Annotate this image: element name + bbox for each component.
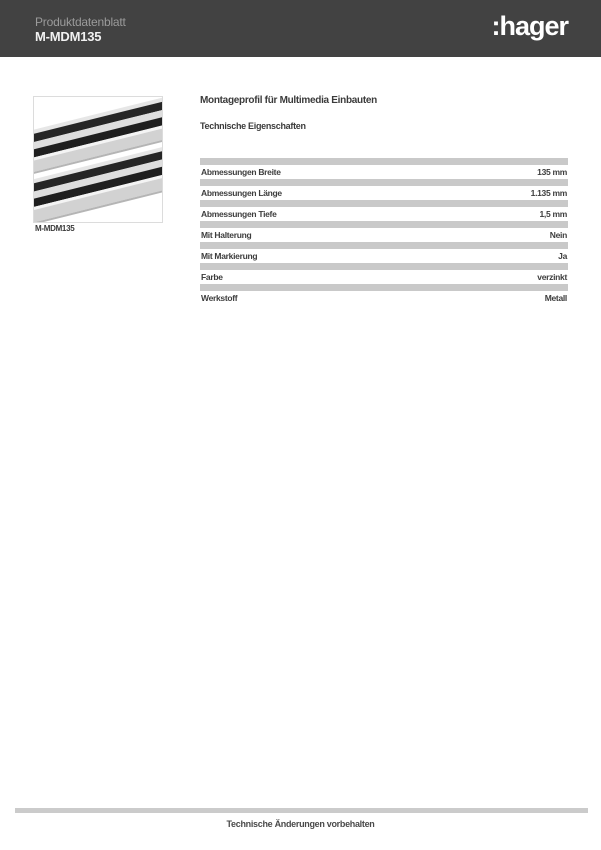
spec-label: Farbe [201,272,223,282]
document-type-label: Produktdatenblatt [35,15,126,29]
footer-note: Technische Änderungen vorbehalten [226,819,375,829]
product-title: Montageprofil für Multimedia Einbauten [200,95,377,106]
spec-value: Nein [549,230,567,240]
product-photo [33,96,163,223]
spec-label: Abmessungen Breite [201,167,281,177]
spec-row [200,252,568,260]
spec-label: Abmessungen Länge [201,188,282,198]
hager-logo: :hager [491,11,568,41]
spec-value: Metall [544,293,567,303]
spec-table [200,158,568,305]
spec-value: Ja [558,251,567,261]
spec-row-separator [200,242,568,249]
spec-row [200,168,568,176]
spec-label: Abmessungen Tiefe [201,209,277,219]
footer-divider [15,808,588,813]
spec-row [200,273,568,281]
spec-value: verzinkt [537,272,567,282]
spec-label: Mit Halterung [201,230,252,240]
spec-row-separator [200,158,568,165]
spec-label: Werkstoff [201,293,238,303]
product-photo-caption: M-MDM135 [35,224,75,233]
section-heading: Technische Eigenschaften [200,121,306,131]
spec-row [200,210,568,218]
spec-row [200,294,568,302]
spec-value: 135 mm [537,167,567,177]
spec-row-separator [200,221,568,228]
header-bar [0,0,601,57]
spec-label: Mit Markierung [201,251,258,261]
spec-row-separator [200,200,568,207]
product-reference: M-MDM135 [35,29,102,44]
mounting-rails-image [34,97,162,222]
spec-row-separator [200,179,568,186]
spec-row [200,189,568,197]
spec-row-separator [200,284,568,291]
spec-row [200,231,568,239]
spec-row-separator [200,263,568,270]
spec-value: 1,5 mm [539,209,567,219]
spec-value: 1.135 mm [530,188,567,198]
